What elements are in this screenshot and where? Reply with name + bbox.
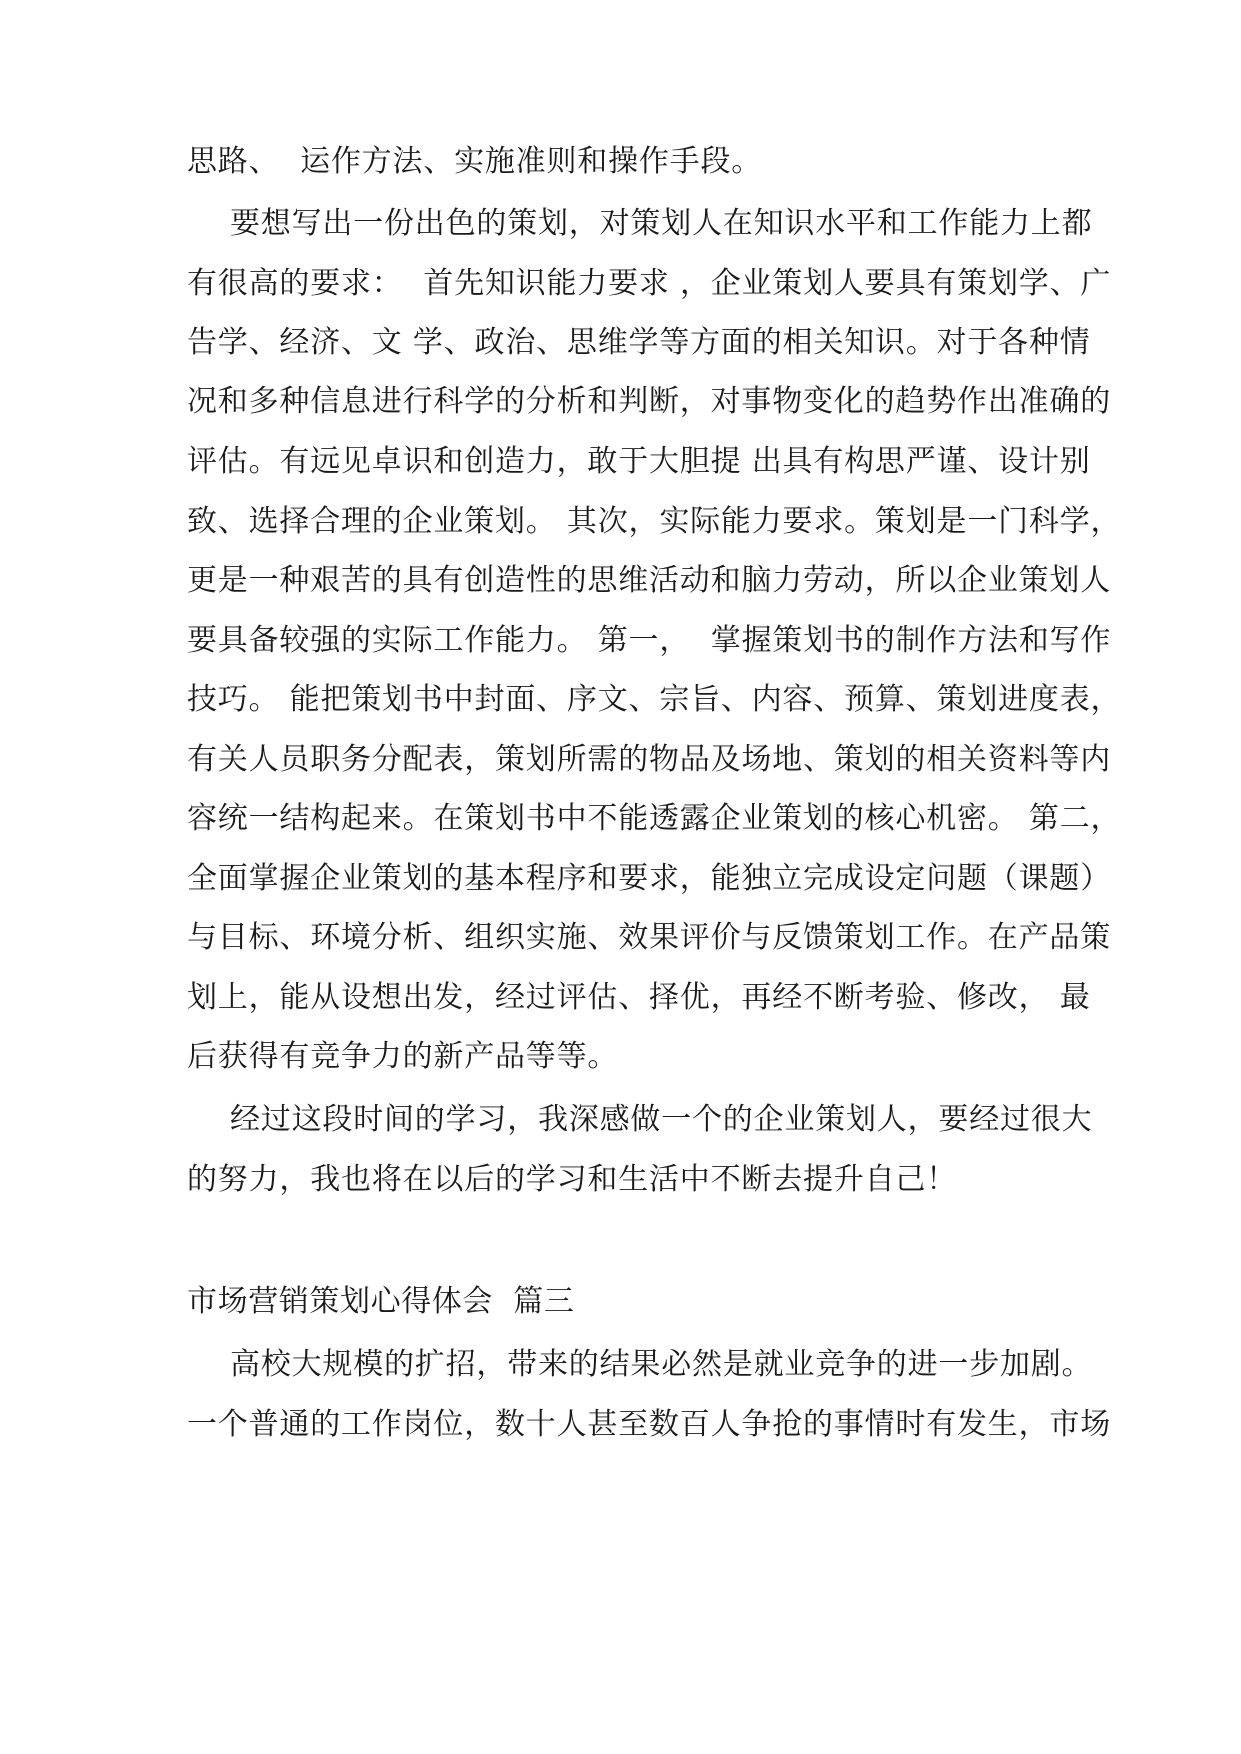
text-line: 的努力，我也将在以后的学习和生活中不断去提升自己！: [187, 1162, 957, 1197]
section-heading: 市场营销策划心得体会 篇三: [187, 1284, 575, 1319]
text-line: 后获得有竞争力的新产品等等。: [187, 1039, 619, 1074]
text-line: 与目标、环境分析、组织实施、效果评价与反馈策划工作。在产品策: [187, 920, 1111, 955]
text-line: 要具备较强的实际工作能力。 第一， 掌握策划书的制作方法和写作: [187, 623, 1112, 658]
text-line: 更是一种艰苦的具有创造性的思维活动和脑力劳动，所以企业策划人: [187, 563, 1111, 598]
paragraph-first-line: 要想写出一份出色的策划，对策划人在知识水平和工作能力上都: [230, 206, 1093, 241]
text-line: 容统一结构起来。在策划书中不能透露企业策划的核心机密。 第二，: [187, 801, 1122, 836]
text-line: 有很高的要求： 首先知识能力要求 ，企业策划人要具有策划学、广: [187, 266, 1112, 301]
text-line: 况和多种信息进行科学的分析和判断，对事物变化的趋势作出准确的: [187, 384, 1111, 419]
text-line: 划上，能从设想出发，经过评估、择优，再经不断考验、修改， 最: [187, 980, 1091, 1015]
paragraph-first-line: 经过这段时间的学习，我深感做一个的企业策划人，要经过很大: [230, 1102, 1093, 1137]
text-line: 评估。有远见卓识和创造力，敢于大胆提 出具有构思严谨、设计别: [187, 444, 1091, 479]
text-line: 致、选择合理的企业策划。 其次，实际能力要求。策划是一门科学，: [187, 504, 1122, 539]
text-line: 一个普通的工作岗位，数十人甚至数百人争抢的事情时有发生，市场: [187, 1407, 1111, 1442]
text-line: 有关人员职务分配表，策划所需的物品及场地、策划的相关资料等内: [187, 742, 1111, 777]
text-line: 告学、经济、文 学、政治、思维学等方面的相关知识。对于各种情: [187, 325, 1091, 360]
text-line: 思路、 运作方法、实施准则和操作手段。: [187, 144, 763, 179]
text-line: 全面掌握企业策划的基本程序和要求，能独立完成设定问题（课题）: [187, 861, 1111, 896]
paragraph-first-line: 高校大规模的扩招，带来的结果必然是就业竞争的进一步加剧。: [230, 1347, 1093, 1382]
text-line: 技巧。 能把策划书中封面、序文、宗旨、内容、预算、策划进度表，: [187, 682, 1122, 717]
